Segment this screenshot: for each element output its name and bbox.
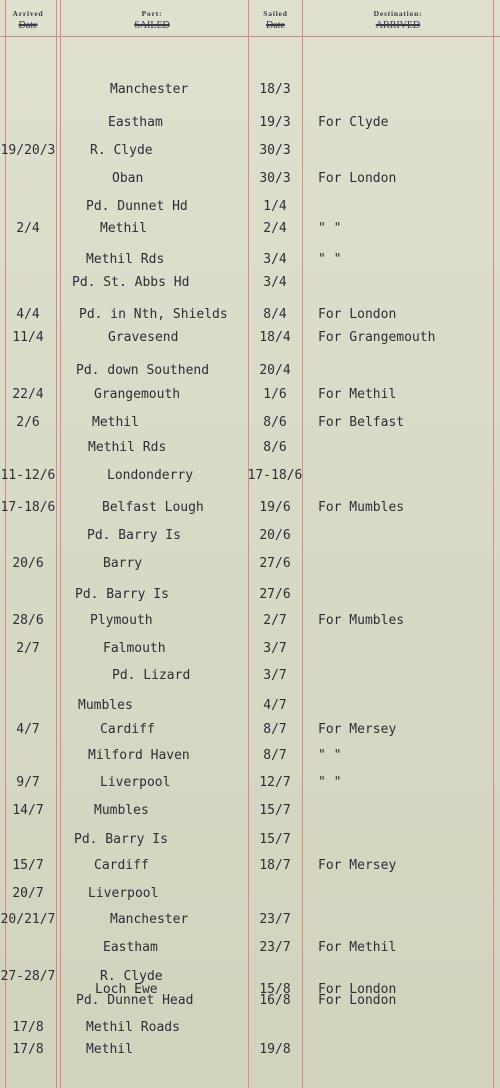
destination: For Mumbles xyxy=(318,500,405,515)
port-name: Milford Haven xyxy=(88,748,190,763)
destination: For Methil xyxy=(318,387,397,402)
port-name: Eastham xyxy=(108,115,163,130)
destination: For Grangemouth xyxy=(318,330,436,345)
sailed-date: 2/4 xyxy=(263,221,287,236)
port-name: Pd. down Southend xyxy=(76,363,210,378)
port-name: Oban xyxy=(112,171,144,186)
port-name: Manchester xyxy=(110,912,189,927)
port-name: Gravesend xyxy=(108,330,179,345)
port-name: Plymouth xyxy=(90,613,153,628)
sailed-date: 1/6 xyxy=(263,387,287,402)
arrived-date: 14/7 xyxy=(12,803,44,818)
sailed-date: 27/6 xyxy=(259,556,291,571)
port-name: Liverpool xyxy=(100,775,171,790)
port-name: Mumbles xyxy=(94,803,149,818)
port-name: Manchester xyxy=(110,82,189,97)
arrived-date: 20/6 xyxy=(12,556,44,571)
port-name: Cardiff xyxy=(94,858,149,873)
arrived-date: 2/7 xyxy=(16,641,40,656)
sailed-date: 4/7 xyxy=(263,698,287,713)
sailed-date: 17-18/6 xyxy=(247,468,303,483)
sailed-date: 18/3 xyxy=(259,82,291,97)
arrived-date: 17-18/6 xyxy=(0,500,56,515)
sailed-date: 19/3 xyxy=(259,115,291,130)
port-name: Barry xyxy=(103,556,143,571)
arrived-date: 27-28/7 xyxy=(0,969,56,984)
destination: For London xyxy=(318,307,397,322)
destination: For London xyxy=(318,993,397,1008)
port-name: Methil Rds xyxy=(88,440,167,455)
port-name: R. Clyde xyxy=(90,143,153,158)
sailed-date: 18/7 xyxy=(259,858,291,873)
arrived-date: 28/6 xyxy=(12,613,44,628)
port-header: Port: xyxy=(141,9,163,18)
port-name: Grangemouth xyxy=(94,387,181,402)
destination-header: Destination: xyxy=(373,9,423,18)
port-subheader: SAILED xyxy=(134,20,170,31)
arrived-header: Arrived xyxy=(12,9,44,18)
sailed-date: 15/7 xyxy=(259,803,291,818)
sailed-date: 30/3 xyxy=(259,171,291,186)
port-name: Pd. St. Abbs Hd xyxy=(72,275,190,290)
port-name: Pd. Barry Is xyxy=(75,587,169,602)
sailed-date: 20/4 xyxy=(259,363,291,378)
destination: For Mersey xyxy=(318,858,397,873)
port-name: R. Clyde xyxy=(100,969,163,984)
column-header xyxy=(0,0,500,37)
port-name: Londonderry xyxy=(107,468,194,483)
arrived-date: 20/7 xyxy=(12,886,44,901)
arrived-date: 19/20/3 xyxy=(0,143,56,158)
sailed-date: 15/8 xyxy=(259,982,291,997)
sailed-date: 8/6 xyxy=(263,415,287,430)
port-name: Methil xyxy=(86,1042,133,1057)
arrived-date: 11-12/6 xyxy=(0,468,56,483)
port-name: Pd. Dunnet Hd xyxy=(86,199,188,214)
port-name: Liverpool xyxy=(88,886,159,901)
port-name: Belfast Lough xyxy=(102,500,204,515)
column-rule xyxy=(60,0,61,1088)
sailed-date: 3/4 xyxy=(263,275,287,290)
port-name: Pd. Dunnet Head xyxy=(76,993,194,1008)
port-name: Pd. in Nth, Shields xyxy=(79,307,228,322)
port-name: Cardiff xyxy=(100,722,155,737)
port-name: Falmouth xyxy=(103,641,166,656)
arrived-date: 15/7 xyxy=(12,858,44,873)
arrived-date: 2/4 xyxy=(16,221,40,236)
sailed-date: 23/7 xyxy=(259,912,291,927)
destination: For Clyde xyxy=(318,115,389,130)
arrived-subheader: Date xyxy=(18,20,38,31)
arrived-date: 17/8 xyxy=(12,1020,44,1035)
destination: For London xyxy=(318,171,397,186)
port-name: Pd. Barry Is xyxy=(74,832,168,847)
sailed-date: 20/6 xyxy=(259,528,291,543)
destination: " " xyxy=(318,748,342,763)
sailed-date: 8/4 xyxy=(263,307,287,322)
destination: For Belfast xyxy=(318,415,405,430)
arrived-date: 4/7 xyxy=(16,722,40,737)
sailed-date: 15/7 xyxy=(259,832,291,847)
destination: " " xyxy=(318,775,342,790)
port-name: Methil xyxy=(92,415,139,430)
arrived-date: 22/4 xyxy=(12,387,44,402)
destination: " " xyxy=(318,252,342,267)
sailed-date: 27/6 xyxy=(259,587,291,602)
arrived-date: 20/21/7 xyxy=(0,912,56,927)
port-name: Eastham xyxy=(103,940,158,955)
port-name: Methil xyxy=(100,221,147,236)
port-name: Methil Rds xyxy=(86,252,165,267)
arrived-date: 4/4 xyxy=(16,307,40,322)
port-name: Loch Ewe xyxy=(95,982,158,997)
port-name: Mumbles xyxy=(78,698,133,713)
destination-subheader: ARRIVED xyxy=(375,20,421,31)
destination: For Mersey xyxy=(318,722,397,737)
sailed-date: 2/7 xyxy=(263,613,287,628)
destination: For Mumbles xyxy=(318,613,405,628)
port-name: Pd. Lizard xyxy=(112,668,191,683)
destination: For Methil xyxy=(318,940,397,955)
margin-rule xyxy=(493,0,494,1088)
sailed-date: 19/6 xyxy=(259,500,291,515)
sailed-date: 12/7 xyxy=(259,775,291,790)
sailed-date: 30/3 xyxy=(259,143,291,158)
destination: " " xyxy=(318,221,342,236)
sailed-date: 23/7 xyxy=(259,940,291,955)
arrived-date: 2/6 xyxy=(16,415,40,430)
sailed-date: 3/7 xyxy=(263,641,287,656)
sailed-date: 8/6 xyxy=(263,440,287,455)
sailed-date: 3/4 xyxy=(263,252,287,267)
sailed-date: 8/7 xyxy=(263,722,287,737)
sailed-date: 3/7 xyxy=(263,668,287,683)
destination: For London xyxy=(318,982,397,997)
sailed-date: 16/8 xyxy=(259,993,291,1008)
sailed-date: 8/7 xyxy=(263,748,287,763)
sailed-date: 19/8 xyxy=(259,1042,291,1057)
arrived-date: 17/8 xyxy=(12,1042,44,1057)
sailed-header: Sailed xyxy=(263,9,288,18)
port-name: Pd. Barry Is xyxy=(87,528,181,543)
port-name: Methil Roads xyxy=(86,1020,180,1035)
arrived-date: 9/7 xyxy=(16,775,40,790)
sailed-date: 18/4 xyxy=(259,330,291,345)
arrived-date: 11/4 xyxy=(12,330,44,345)
sailed-subheader: Date xyxy=(266,20,285,31)
sailed-date: 1/4 xyxy=(263,199,287,214)
